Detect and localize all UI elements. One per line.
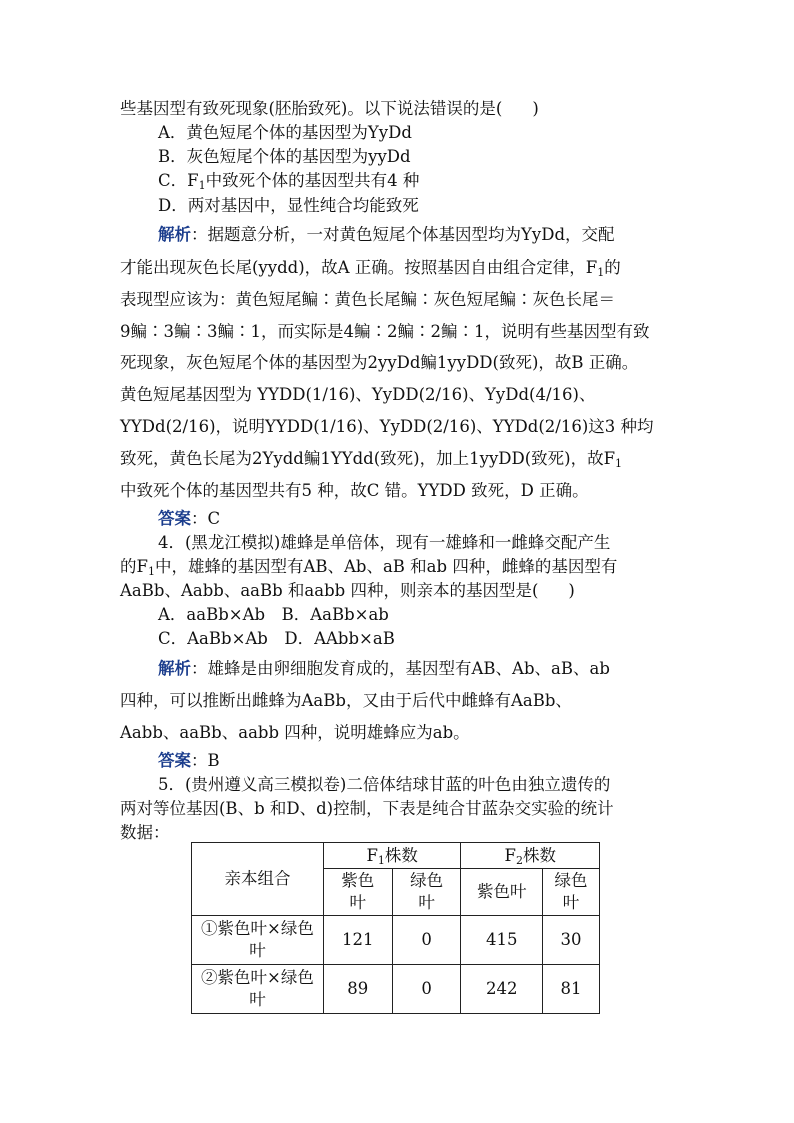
q3-analysis-line-6: 黄色短尾基因型为 YYDD(1/16)、YyDD(2/16)、YyDd(4/16)、 <box>120 385 596 404</box>
header-f2-green: 绿色叶 <box>543 869 600 916</box>
cross-statistics-table <box>191 842 600 1014</box>
q3-option-d: D．两对基因中，显性纯合均能致死 <box>158 196 419 215</box>
q3-option-c: C．$F_1$中致死个体的基因型共有4 种 <box>158 171 420 192</box>
q3-stem: 些基因型有致死现象(胚胎致死)。以下说法错误的是( ) <box>120 99 539 118</box>
f2-green-cell: 30 <box>543 916 600 965</box>
f2-green-cell: 81 <box>543 965 600 1014</box>
q5-stem-line-3: 数据： <box>120 823 170 842</box>
f1-purple-cell: 121 <box>323 916 392 965</box>
q3-analysis-line-4: 9鳊∶3鳊∶3鳊∶1，而实际是4鳊∶2鳊∶2鳊∶1，说明有些基因型有致 <box>120 322 650 341</box>
q3-analysis-line-3: 表现型应该为：黄色短尾鳊∶黄色长尾鳊∶灰色短尾鳊∶灰色长尾＝ <box>120 290 615 309</box>
q3-analysis-line-8: 致死，黄色长尾为2Yydd鳊1YYdd(致死)，加上1yyDD(致死)，故$F_1$ <box>120 449 623 470</box>
f1-purple-cell: 89 <box>323 965 392 1014</box>
q4-stem-line-1: 4．(黑龙江模拟)雄蜂是单倍体，现有一雄蜂和一雌蜂交配产生 <box>158 533 611 552</box>
header-f2-purple: 紫色叶 <box>461 869 543 916</box>
header-f1-green: 绿色叶 <box>392 869 461 916</box>
answer-label: 答案 <box>158 751 191 770</box>
q4-analysis-line-3: Aabb、aaBb、aabb 四种，说明雄蜂应为ab。 <box>120 723 470 742</box>
q3-answer: 答案：C <box>158 509 221 528</box>
q5-stem-line-2: 两对等位基因(B、b 和D、d)控制，下表是纯合甘蓝杂交实验的统计 <box>120 799 614 818</box>
q3-option-a: A．黄色短尾个体的基因型为YyDd <box>158 123 412 142</box>
table-row <box>192 916 600 965</box>
q5-stem-line-1: 5．(贵州遵义高三模拟卷)二倍体结球甘蓝的叶色由独立遗传的 <box>158 775 611 794</box>
f1-green-cell: 0 <box>392 916 461 965</box>
header-f2-count: $F_2$株数 <box>461 843 600 869</box>
q3-analysis-line-2: 才能出现灰色长尾(yydd)，故A 正确。按照基因自由组合定律，$F_1$的 <box>120 258 621 279</box>
q4-analysis-line-1: 解析：雄蜂是由卵细胞发育成的，基因型有AB、Ab、aB、ab <box>158 659 610 678</box>
f2-purple-cell: 242 <box>461 965 543 1014</box>
answer-label: 答案 <box>158 509 191 528</box>
cross-cell: ②紫色叶×绿色叶 <box>192 965 324 1014</box>
f2-purple-cell: 415 <box>461 916 543 965</box>
table-row <box>192 965 600 1014</box>
q4-analysis-line-2: 四种，可以推断出雌蜂为AaBb，又由于后代中雌蜂有AaBb、 <box>120 691 572 710</box>
q4-options-cd: C．AaBb×Ab D．AAbb×aB <box>158 629 395 648</box>
q3-analysis-line-7: YYDd(2/16)，说明YYDD(1/16)、YyDD(2/16)、YYDd(2/16)这3 种均 <box>120 417 654 436</box>
q4-options-ab: A．aaBb×Ab B．AaBb×ab <box>158 605 389 624</box>
cross-cell: ①紫色叶×绿色叶 <box>192 916 324 965</box>
q4-answer: 答案：B <box>158 751 220 770</box>
header-parent-combination: 亲本组合 <box>192 843 324 916</box>
q4-stem-line-2: 的$F_1$中，雄蜂的基因型有AB、Ab、aB 和ab 四种，雌蜂的基因型有 <box>120 557 618 578</box>
header-f1-count: $F_1$株数 <box>323 843 461 869</box>
analysis-label: 解析 <box>158 659 191 678</box>
header-f1-purple: 紫色叶 <box>323 869 392 916</box>
q3-option-b: B．灰色短尾个体的基因型为yyDd <box>158 147 411 166</box>
q3-analysis-line-5: 死现象，灰色短尾个体的基因型为2yyDd鳊1yyDD(致死)，故B 正确。 <box>120 353 639 372</box>
analysis-label: 解析 <box>158 225 191 244</box>
q3-analysis-line-1: 解析：据题意分析，一对黄色短尾个体基因型均为YyDd，交配 <box>158 225 615 244</box>
q4-stem-line-3: AaBb、Aabb、aaBb 和aabb 四种，则亲本的基因型是( ) <box>120 581 575 600</box>
q3-analysis-line-9: 中致死个体的基因型共有5 种，故C 错。YYDD 致死，D 正确。 <box>120 481 589 500</box>
f1-green-cell: 0 <box>392 965 461 1014</box>
